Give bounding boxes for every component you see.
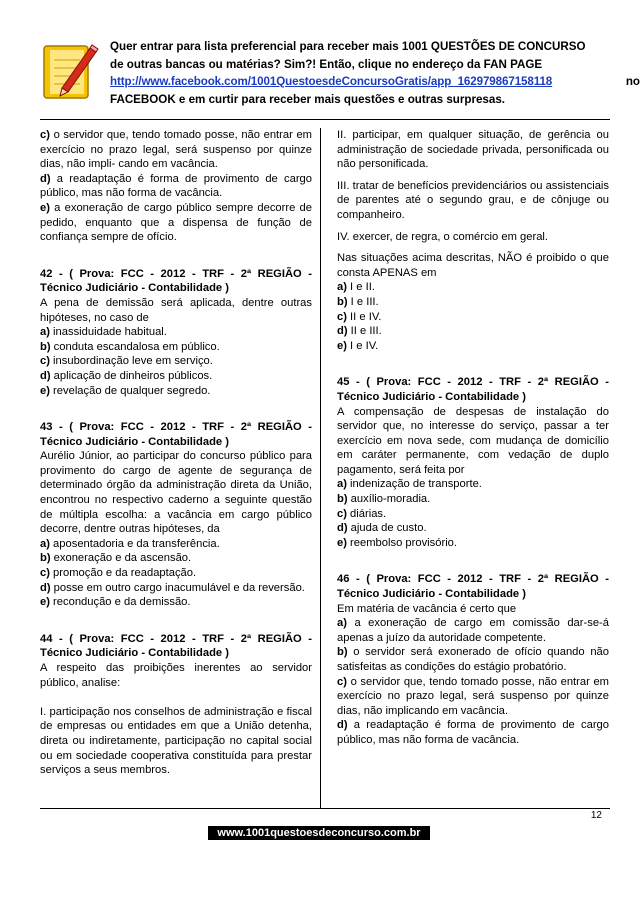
option-d: d) a readaptação é forma de provimento de cargo público, mas não forma de vacância. xyxy=(40,172,312,200)
q44-option-b: b) I e III. xyxy=(337,295,379,308)
header-line-4: FACEBOOK e em curtir para receber mais questões e outras surpresas. xyxy=(110,92,505,106)
header-divider xyxy=(40,119,610,120)
footer-divider xyxy=(40,808,610,809)
q46-option-c: c) o servidor que, tendo tomado posse, não entrar em exercício no prazo legal, será suspenso por quinze dias, não implicando em vacância. xyxy=(337,675,609,717)
question-46-title: 46 - ( Prova: FCC - 2012 - TRF - 2ª REGIÃO - Técnico Judiciário - Contabilidade ) xyxy=(337,573,609,601)
q44-item-ii: II. participar, em qualquer situação, de gerência ou administração de sociedade privada, personificada ou não personificada. xyxy=(337,129,609,171)
q44-item-iv: IV. exercer, de regra, o comércio em geral. xyxy=(337,230,549,243)
q44-item-iii: III. tratar de benefícios previdenciários ou assistenciais de parentes até o segundo grau, e de cônjuge ou companheiro. xyxy=(337,179,609,221)
q44-option-a: a) I e II. xyxy=(337,281,375,294)
question-44-title: 44 - ( Prova: FCC - 2012 - TRF - 2ª REGIÃO - Técnico Judiciário - Contabilidade ) xyxy=(40,632,312,660)
question-45-text: A compensação de despesas de instalação do servidor que, no interesse do serviço, passar a ter exercício em nova sede, com mudança de domicílio em caráter permanente, com vedação de duplo pagamento, será feita por xyxy=(337,405,609,476)
q43-option-c: c) promoção e da readaptação. xyxy=(40,567,197,580)
header-line-1: Quer entrar para lista preferencial para receber mais 1001 QUESTÕES DE CONCURSO xyxy=(110,40,586,53)
q43-option-e: e) recondução e da demissão. xyxy=(40,596,191,609)
header-banner xyxy=(40,38,640,112)
question-42-title: 42 - ( Prova: FCC - 2012 - TRF - 2ª REGIÃO - Técnico Judiciário - Contabilidade ) xyxy=(40,267,312,295)
q45-option-c: c) diárias. xyxy=(337,507,387,520)
question-46-text: Em matéria de vacância é certo que xyxy=(337,602,517,615)
question-43-title: 43 - ( Prova: FCC - 2012 - TRF - 2ª REGIÃO - Técnico Judiciário - Contabilidade ) xyxy=(40,421,312,448)
q43-option-a: a) aposentadoria e da transferência. xyxy=(40,537,220,550)
q44-item-i: I. participação nos conselhos de administração e fiscal de empresas ou entidades em que a União detenha, direta ou indiretamente, participação no capital social ou em sociedade cooperativa constituída para prestar serviços a seus membros. xyxy=(40,705,312,777)
column-divider xyxy=(320,128,321,808)
notebook-pencil-icon xyxy=(40,40,100,102)
header-no: no xyxy=(625,75,640,88)
q44-option-d: d) II e III. xyxy=(337,325,382,338)
q46-option-b: b) o servidor será exonerado de ofício quando não satisfeitas as condições do estágio probatório. xyxy=(337,646,609,673)
question-43-text: Aurélio Júnior, ao participar do concurso público para provimento do cargo de agente de segurança de determinado órgão da administração direta da União, encontrou no respectivo caderno a seguinte questão de múltipla escolha: a vacância em cargo público decorre, dentre outras hipóteses, da xyxy=(40,450,312,536)
header-text xyxy=(110,38,640,108)
q42-option-b: b) conduta escandalosa em público. xyxy=(40,340,220,353)
footer-url[interactable]: www.1001questoesdeconcurso.com.br xyxy=(208,826,430,840)
page-number: 12 xyxy=(590,810,602,821)
question-42-text: A pena de demissão será aplicada, dentre outras hipóteses, no caso de xyxy=(40,296,312,324)
option-c: c) o servidor que, tendo tomado posse, não entrar em exercício no prazo legal, será suspenso por quinze dias, não impli- cando em vacância. xyxy=(40,129,312,171)
q46-option-d: d) a readaptação é forma de provimento de cargo público, mas não forma de vacância. xyxy=(337,719,609,746)
left-column xyxy=(40,128,312,778)
option-e: e) a exoneração de cargo público sempre decorre de pedido, enquanto que a dispensa de função de confiança sempre de ofício. xyxy=(40,201,312,244)
q45-option-e: e) reembolso provisório. xyxy=(337,536,458,549)
q42-option-a: a) inassiduidade habitual. xyxy=(40,326,167,339)
q44-option-e: e) I e IV. xyxy=(337,339,379,352)
question-45-title: 45 - ( Prova: FCC - 2012 - TRF - 2ª REGIÃO - Técnico Judiciário - Contabilidade ) xyxy=(337,376,609,403)
question-44-text: A respeito das proibições inerentes ao servidor público, analise: xyxy=(40,662,312,689)
q45-option-d: d) ajuda de custo. xyxy=(337,522,427,535)
q45-option-b: b) auxílio-moradia. xyxy=(337,493,431,506)
q44-question: Nas situações acima descritas, NÃO é proibido o que consta APENAS em xyxy=(337,252,609,279)
q45-option-a: a) indenização de transporte. xyxy=(337,478,482,491)
q43-option-d: d) posse em outro cargo inacumulável e da reversão. xyxy=(40,581,305,594)
q46-option-a: a) a exoneração de cargo em comissão dar-se-á apenas a juízo da autoridade competente. xyxy=(337,617,609,644)
q42-option-d: d) aplicação de dinheiros públicos. xyxy=(40,369,213,382)
q42-option-c: c) insubordinação leve em serviço. xyxy=(40,355,213,368)
fan-page-link[interactable]: http://www.facebook.com/1001QuestoesdeConcursoGratis/app_162979867158118 xyxy=(110,75,553,88)
header-line-2: de outras bancas ou matérias? Sim?! Então, clique no endereço da FAN PAGE xyxy=(110,57,543,71)
q43-option-b: b) exoneração e da ascensão. xyxy=(40,552,192,565)
right-column xyxy=(337,128,609,748)
header-line-3 xyxy=(110,73,640,91)
q42-option-e: e) revelação de qualquer segredo. xyxy=(40,384,211,397)
q44-option-c: c) II e IV. xyxy=(337,310,382,323)
